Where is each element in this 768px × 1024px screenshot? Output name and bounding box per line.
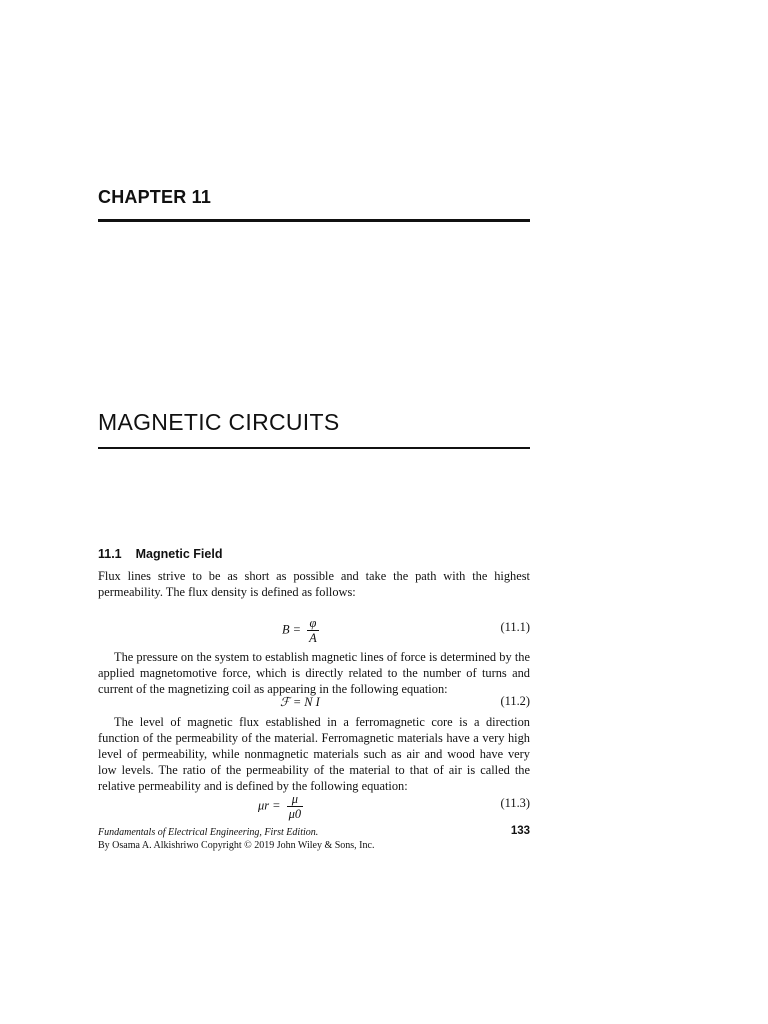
section-title: Magnetic Field xyxy=(135,547,223,561)
equation-number: (11.3) xyxy=(500,796,530,810)
fraction-numerator: μ xyxy=(287,792,303,807)
equation-lhs: B = xyxy=(282,622,302,637)
section-number: 11.1 xyxy=(98,547,122,561)
copyright-line: By Osama A. Alkishriwo Copyright © 2019 John Wiley & Sons, Inc. xyxy=(98,840,375,851)
book-title: Fundamentals of Electrical Engineering, First Edition. xyxy=(98,827,319,838)
equation-body: ℱ = N I xyxy=(280,695,320,709)
paragraph-2: The pressure on the system to establish magnetic lines of force is determined by the applied magnetomotive force, which is directly related to the number of turns and current of the magnetizing coil as appearing in the following equation: xyxy=(98,650,530,696)
equation-number: (11.2) xyxy=(500,694,530,708)
equation-11-1 xyxy=(98,614,530,644)
equation-11-2 xyxy=(98,694,530,712)
chapter-label: CHAPTER 11 xyxy=(98,187,212,207)
fraction-denominator: μ0 xyxy=(288,807,302,821)
title-rule xyxy=(98,447,530,449)
page-number: 133 xyxy=(510,825,530,837)
equation-11-3 xyxy=(98,790,530,820)
paragraph-3: The level of magnetic flux established in a ferromagnetic core is a direction function of the permeability of the material. Ferromagnetic materials have a very high level of permeability, while nonmagnetic materials such as air and wood have very low levels. The ratio of the permeability of the material to that of air is called the relative permeability and is defined by the following equation: xyxy=(98,715,530,793)
fraction xyxy=(307,616,319,645)
chapter-title: MAGNETIC CIRCUITS xyxy=(98,409,340,435)
equation-lhs: μr = xyxy=(258,798,281,813)
fraction-numerator: φ xyxy=(307,616,319,631)
footer-credits xyxy=(98,826,374,852)
chapter-rule xyxy=(98,219,530,222)
paragraph-1: Flux lines strive to be as short as possible and take the path with the highest permeability. The flux density is defined as follows: xyxy=(98,569,530,599)
equation-body xyxy=(282,616,319,645)
section-heading xyxy=(98,547,222,561)
fraction xyxy=(287,792,303,821)
equation-body xyxy=(258,792,303,821)
fraction-denominator: A xyxy=(309,631,317,645)
equation-number: (11.1) xyxy=(500,620,530,634)
